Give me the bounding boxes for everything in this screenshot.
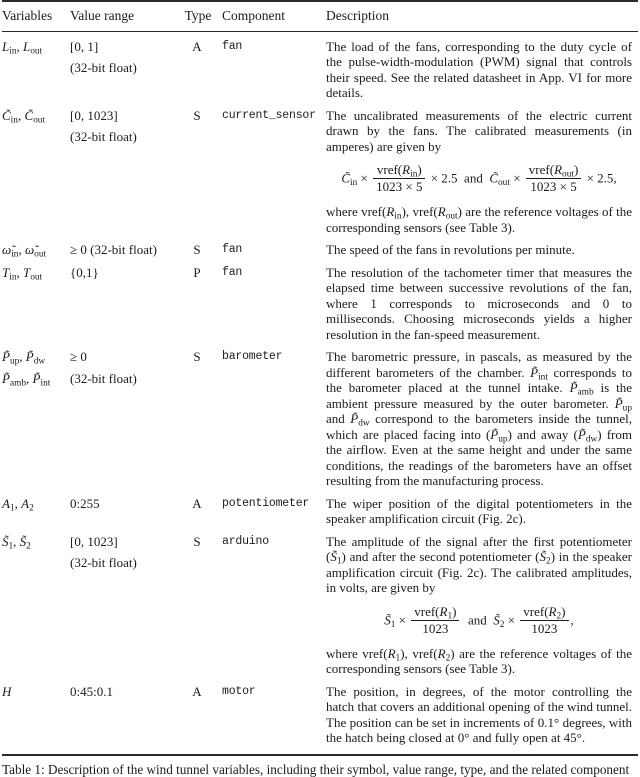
range-line2: (32-bit float) bbox=[70, 129, 176, 145]
table-row-barometric bbox=[2, 342, 638, 489]
variable-symbol: $C̃_{in}$, $C̃_{out}$ bbox=[2, 108, 45, 123]
range-line1: [0, 1023] bbox=[70, 534, 118, 549]
type-cell: P bbox=[182, 258, 222, 343]
variable-symbol: $A_1$, $A_2$ bbox=[2, 496, 34, 511]
variables-cell bbox=[2, 31, 70, 101]
range-line1: [0, 1023] bbox=[70, 108, 118, 123]
variable-symbol: $S̃_1$, $S̃_2$ bbox=[2, 534, 31, 549]
type-cell: A bbox=[182, 31, 222, 101]
column-header-type: Type bbox=[182, 1, 222, 31]
component-cell: motor bbox=[222, 677, 326, 755]
component-cell: current_sensor bbox=[222, 101, 326, 236]
variables-cell bbox=[2, 258, 70, 343]
description-cell: The speed of the fans in revolutions per minute. bbox=[326, 235, 638, 258]
description-cell bbox=[326, 101, 638, 236]
component-cell: arduino bbox=[222, 527, 326, 677]
description-paragraph: The amplitude of the signal after the first potentiometer $(S̃_1)$ and after the second potentiometer $(S̃_2)$ in the speaker amplification circuit (Fig. 2c). The calibrated amplitudes, in volts, are given by bbox=[326, 534, 632, 596]
table-header-row bbox=[2, 1, 638, 31]
range-line2: (32-bit float) bbox=[70, 555, 176, 571]
component-cell: barometer bbox=[222, 342, 326, 489]
type-cell: S bbox=[182, 101, 222, 236]
type-cell: S bbox=[182, 235, 222, 258]
paper-table-page bbox=[2, 0, 639, 777]
variables-cell bbox=[2, 101, 70, 236]
type-cell: S bbox=[182, 527, 222, 677]
variable-symbol: H bbox=[2, 684, 11, 699]
value-range-cell bbox=[70, 489, 182, 527]
table-row-load bbox=[2, 31, 638, 101]
value-range-cell bbox=[70, 31, 182, 101]
range-line1: ≥ 0 (32-bit float) bbox=[70, 242, 157, 257]
description-cell: The resolution of the tachometer timer that measures the elapsed time between successive revolutions of the fan, where 1 corresponds to microseconds and 0 to milliseconds. Choosing microseconds yields a higher resolution in the fan-speed measurement. bbox=[326, 258, 638, 343]
variables-table bbox=[2, 0, 638, 756]
description-cell: The position, in degrees, of the motor controlling the hatch that covers an additional opening of the wind tunnel. The position can be set in increments of 0.1° degrees, with the hatch being closed at 0° and fully open at 45°. bbox=[326, 677, 638, 755]
range-line1: [0, 1] bbox=[70, 39, 98, 54]
range-line1: {0,1} bbox=[70, 265, 99, 280]
table-row-current bbox=[2, 101, 638, 236]
range-line1: 0:45:0.1 bbox=[70, 684, 113, 699]
value-range-cell bbox=[70, 235, 182, 258]
column-header-value-range: Value range bbox=[70, 1, 182, 31]
value-range-cell bbox=[70, 258, 182, 343]
variable-symbol: $\omegã_{in}$, $\omegã_{out}$ bbox=[2, 242, 46, 257]
variable-symbol: $P̃_{up}$, $P̃_{dw}$ bbox=[2, 349, 45, 364]
component-cell: potentiometer bbox=[222, 489, 326, 527]
description-paragraph: where $vref(R_1)$, $vref(R_2)$ are the reference voltages of the corresponding sensors (see Table 3). bbox=[326, 646, 632, 677]
value-range-cell bbox=[70, 101, 182, 236]
type-cell: S bbox=[182, 342, 222, 489]
type-cell: A bbox=[182, 489, 222, 527]
component-cell: fan bbox=[222, 31, 326, 101]
variables-cell bbox=[2, 527, 70, 677]
type-cell: A bbox=[182, 677, 222, 755]
description-cell: The load of the fans, corresponding to the duty cycle of the pulse-width-modulation (PWM) signal that controls their speed. See the related datasheet in App. VI for more details. bbox=[326, 31, 638, 101]
column-header-variables: Variables bbox=[2, 1, 70, 31]
range-line1: 0:255 bbox=[70, 496, 100, 511]
variable-symbol: $T_{in}$, $T_{out}$ bbox=[2, 265, 42, 280]
table-row-hatch bbox=[2, 677, 638, 755]
variables-cell bbox=[2, 677, 70, 755]
column-header-component: Component bbox=[222, 1, 326, 31]
component-cell: fan bbox=[222, 235, 326, 258]
description-cell: The wiper position of the digital potentiometers in the speaker amplification circuit (Fig. 2c). bbox=[326, 489, 638, 527]
range-line1: ≥ 0 bbox=[70, 349, 87, 364]
table-row-wiper bbox=[2, 489, 638, 527]
table-row-fan-speed bbox=[2, 235, 638, 258]
description-paragraph: The uncalibrated measurements of the electric current drawn by the fans. The calibrated measurements (in amperes) are given by bbox=[326, 108, 632, 155]
component-cell: fan bbox=[222, 258, 326, 343]
table-row-amplitude bbox=[2, 527, 638, 677]
description-cell: The barometric pressure, in pascals, as measured by the different barometers of the chamber. $P̃_{int}$ corresponds to the barometer placed at the tunnel intake. $P̃_{amb}$ is the ambient pressure measured by the outer barometer. $P̃_{up}$ and $P̃_{dw}$ correspond to the barometers inside the tunnel, which are placed facing into $(P̃_{up})$ and away $(P̃_{dw})$ from the airflow. Even at the same height and under the same conditions, the readings of the barometers have an offset resulting from the manufacturing process. bbox=[326, 342, 638, 489]
range-line2: (32-bit float) bbox=[70, 371, 176, 387]
value-range-cell bbox=[70, 342, 182, 489]
value-range-cell bbox=[70, 677, 182, 755]
variables-cell bbox=[2, 489, 70, 527]
variable-symbol-line2: $P̃_{amb}$, $P̃_{int}$ bbox=[2, 371, 64, 387]
calibration-formula: $S̃_1$ × $\frac{vref(R_1)}{1023}$ and $S̃_2$ × $\frac{vref(R_2)}{1023}$ , bbox=[326, 606, 632, 637]
variables-cell bbox=[2, 235, 70, 258]
variable-symbol: $L_{in}$, $L_{out}$ bbox=[2, 39, 42, 54]
table-caption: Table 1: Description of the wind tunnel variables, including their symbol, value range, type, and the related component bbox=[2, 762, 639, 777]
value-range-cell bbox=[70, 527, 182, 677]
description-cell bbox=[326, 527, 638, 677]
variables-cell bbox=[2, 342, 70, 489]
column-header-description: Description bbox=[326, 1, 638, 31]
range-line2: (32-bit float) bbox=[70, 60, 176, 76]
table-row-tachometer bbox=[2, 258, 638, 343]
description-paragraph: where $vref(R_{in})$, $vref(R_{out})$ are the reference voltages of the corresponding sensors (see Table 3). bbox=[326, 204, 632, 235]
calibration-formula: $C̃_{in}$ × $\frac{vref(R_{in})}{1023 \times 5}$ × 2.5 and $C̃_{out}$ × $\frac{vref(R_{out})}{1023 \times 5}$ × 2.5, bbox=[326, 164, 632, 195]
